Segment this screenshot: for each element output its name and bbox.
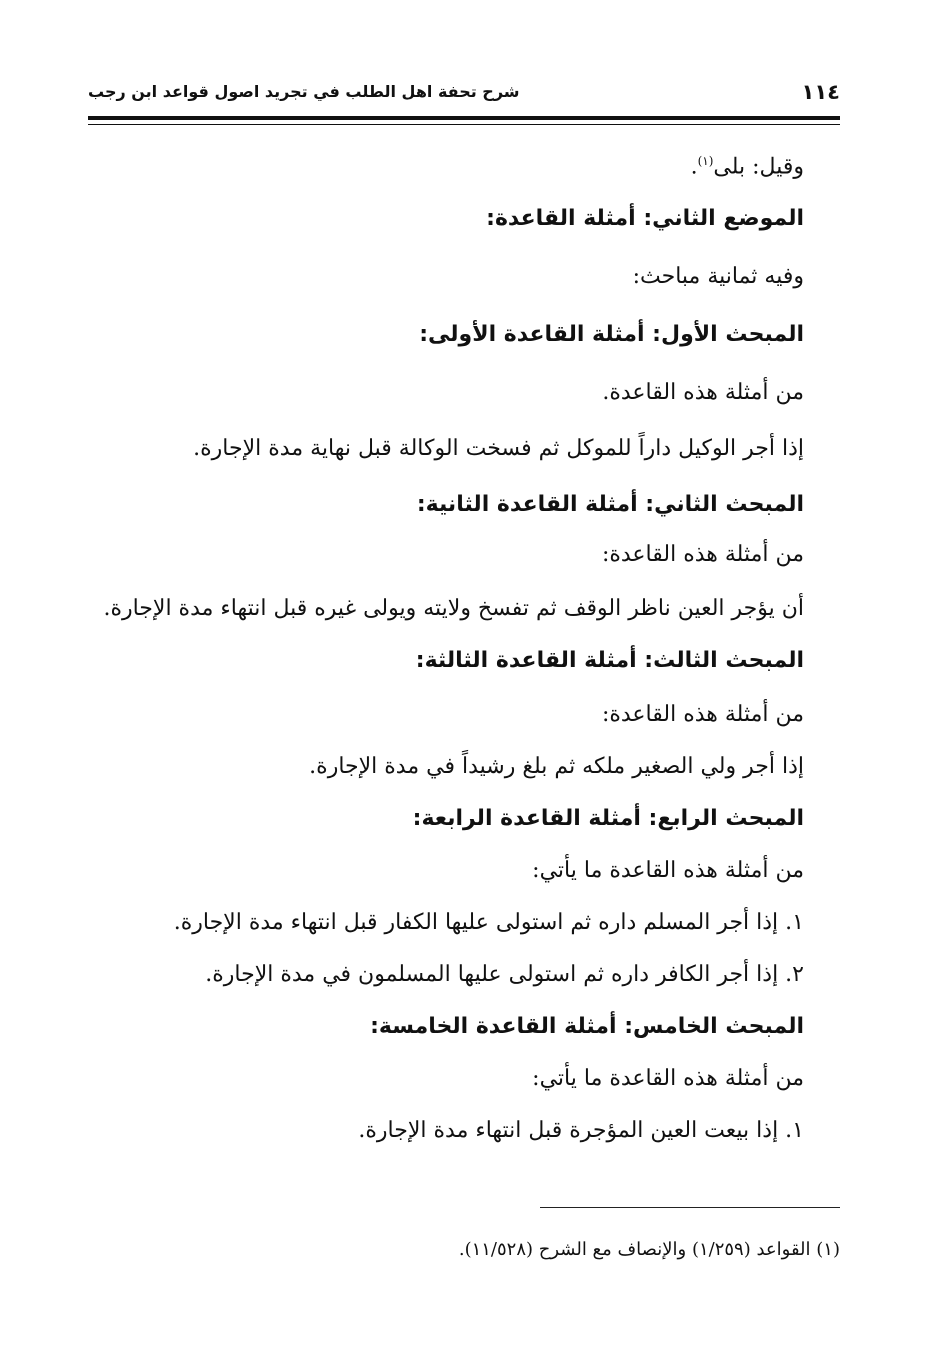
text-line: من أمثلة هذه القاعدة: (601, 542, 804, 567)
footnote-reference: (١) (697, 154, 714, 168)
running-title: شرح تحفة اهل الطلب في تجريد اصول قواعد ابن رجب (88, 82, 520, 101)
footnote-separator (540, 1207, 840, 1208)
list-item: ٢. إذا أجر الكافر داره ثم استولى عليها المسلمون في مدة الإجارة. (205, 962, 804, 987)
text-line-end: . (690, 154, 698, 180)
page-header (88, 76, 840, 112)
text-line: إذا أجر الوكيل داراً للموكل ثم فسخت الوكالة قبل نهاية مدة الإجارة. (193, 436, 804, 461)
text-line: من أمثلة هذه القاعدة: (601, 702, 804, 727)
footnote: (١) القواعد (١/٢٥٩) والإنصاف مع الشرح (١١/٥٢٨). (458, 1239, 840, 1260)
subsection-heading: المبحث الرابع: أمثلة القاعدة الرابعة: (412, 806, 804, 831)
page-number: ١١٤ (801, 80, 840, 104)
text-line: من أمثلة هذه القاعدة ما يأتي: (532, 1066, 804, 1091)
subsection-heading: المبحث الخامس: أمثلة القاعدة الخامسة: (370, 1014, 804, 1039)
header-rule-thin (88, 124, 840, 125)
list-item: ١. إذا بيعت العين المؤجرة قبل انتهاء مدة الإجارة. (358, 1118, 804, 1143)
text-line: إذا أجر ولي الصغير ملكه ثم بلغ رشيداً في مدة الإجارة. (309, 754, 804, 779)
section-heading: الموضع الثاني: أمثلة القاعدة: (486, 206, 804, 231)
text-line: أن يؤجر العين ناظر الوقف ثم تفسخ ولايته ويولى غيره قبل انتهاء مدة الإجارة. (103, 596, 804, 621)
subsection-heading: المبحث الثاني: أمثلة القاعدة الثانية: (416, 492, 804, 517)
header-rule-thick (88, 116, 840, 120)
text-line: من أمثلة هذه القاعدة. (602, 380, 804, 405)
subsection-heading: المبحث الثالث: أمثلة القاعدة الثالثة: (415, 648, 804, 673)
subsection-heading: المبحث الأول: أمثلة القاعدة الأولى: (419, 322, 804, 347)
text-line-content: وقيل: بلى (713, 154, 804, 180)
text-line (691, 146, 804, 182)
list-item: ١. إذا أجر المسلم داره ثم استولى عليها الكفار قبل انتهاء مدة الإجارة. (173, 910, 804, 935)
text-line: من أمثلة هذه القاعدة ما يأتي: (532, 858, 804, 883)
text-line: وفيه ثمانية مباحث: (632, 264, 804, 289)
